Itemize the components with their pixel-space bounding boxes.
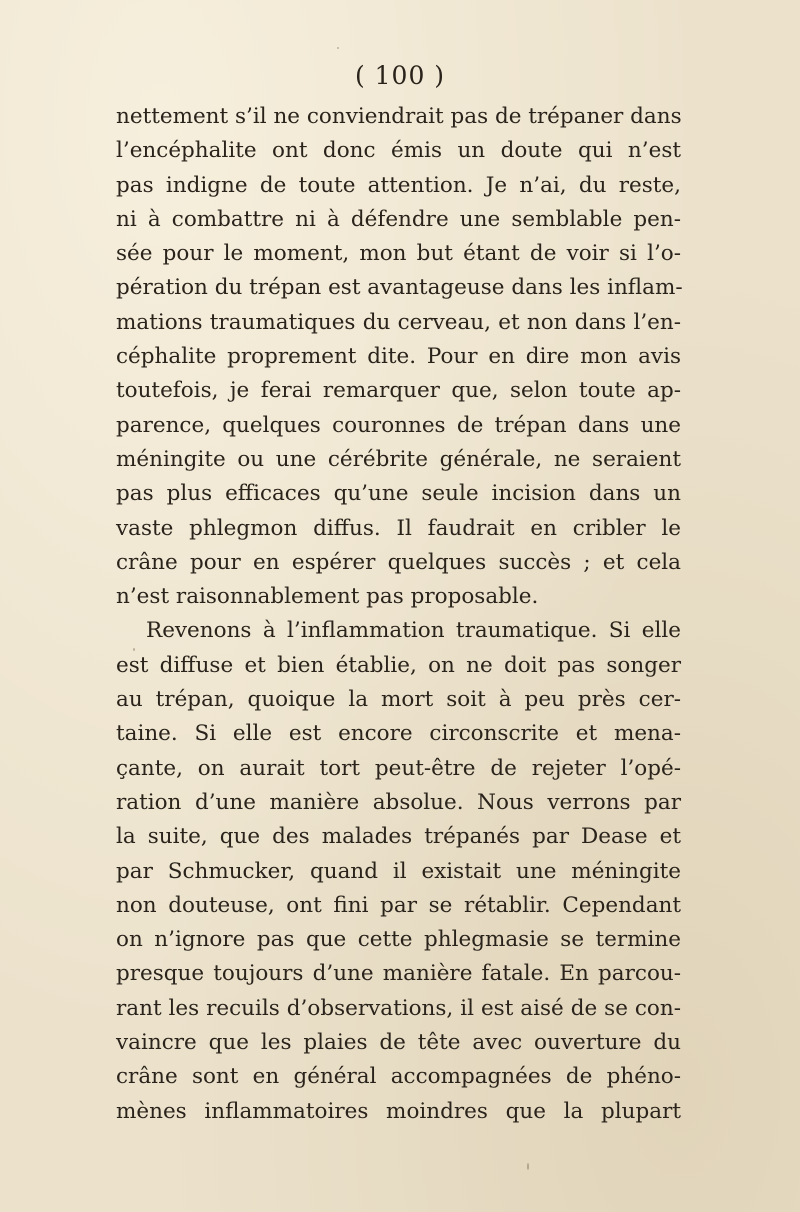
text-line: on n’ignore pas que cette phlegmasie se termine <box>116 927 681 953</box>
text-line: taine. Si elle est encore circonscrite et mena- <box>116 721 681 747</box>
text-line: non douteuse, ont fini par se rétablir. Cependant <box>116 892 681 918</box>
text-line: ni à combattre ni à défendre une semblable pen- <box>116 206 681 232</box>
page-number: ( 100 ) <box>354 61 446 90</box>
text-line: rant les recuils d’observations, il est aisé de se con- <box>116 995 681 1021</box>
text-line: vaincre que les plaies de tête avec ouverture du <box>116 1030 681 1056</box>
text-line: ration d’une manière absolue. Nous verrons par <box>116 789 681 815</box>
text-line: par Schmucker, quand il existait une méningite <box>116 858 681 884</box>
paper-speck <box>337 47 339 49</box>
text-line: la suite, que des malades trépanés par Dease et <box>116 824 681 850</box>
text-line: pas plus efficaces qu’une seule incision dans un <box>116 481 681 507</box>
text-line: vaste phlegmon diffus. Il faudrait en cribler le <box>116 515 681 541</box>
paper-speck <box>133 648 135 651</box>
text-line: crâne sont en général accompagnées de phéno- <box>116 1064 681 1090</box>
text-line: parence, quelques couronnes de trépan dans une <box>116 412 681 438</box>
text-line: mènes inflammatoires moindres que la plupart <box>116 1098 681 1124</box>
body-text <box>116 100 681 1129</box>
text-line: est diffuse et bien établie, on ne doit pas songer <box>116 652 681 678</box>
text-line: pération du trépan est avantageuse dans les inflam- <box>116 275 683 301</box>
text-line: méningite ou une cérébrite générale, ne seraient <box>116 446 681 472</box>
paragraph-first-line: Revenons à l’inflammation traumatique. Si elle <box>146 618 681 644</box>
text-line: céphalite proprement dite. Pour en dire mon avis <box>116 344 681 370</box>
text-line: sée pour le moment, mon but étant de voir si l’o- <box>116 241 681 267</box>
text-line: l’encéphalite ont donc émis un doute qui n’est <box>116 138 681 164</box>
text-line: au trépan, quoique la mort soit à peu près cer- <box>116 687 681 713</box>
text-line: çante, on aurait tort peut-être de rejeter l’opé- <box>116 755 681 781</box>
paper-speck <box>527 1163 529 1170</box>
text-line: mations traumatiques du cerveau, et non dans l’en- <box>116 309 681 335</box>
text-line: presque toujours d’une manière fatale. En parcou- <box>116 961 681 987</box>
text-line: crâne pour en espérer quelques succès ; et cela <box>116 549 681 575</box>
text-line: nettement s’il ne conviendrait pas de trépaner dans <box>116 104 682 129</box>
text-line: toutefois, je ferai remarquer que, selon toute ap- <box>116 378 681 404</box>
text-line: pas indigne de toute attention. Je n’ai, du reste, <box>116 172 681 198</box>
paragraph-last-line: n’est raisonnablement pas proposable. <box>116 584 539 610</box>
